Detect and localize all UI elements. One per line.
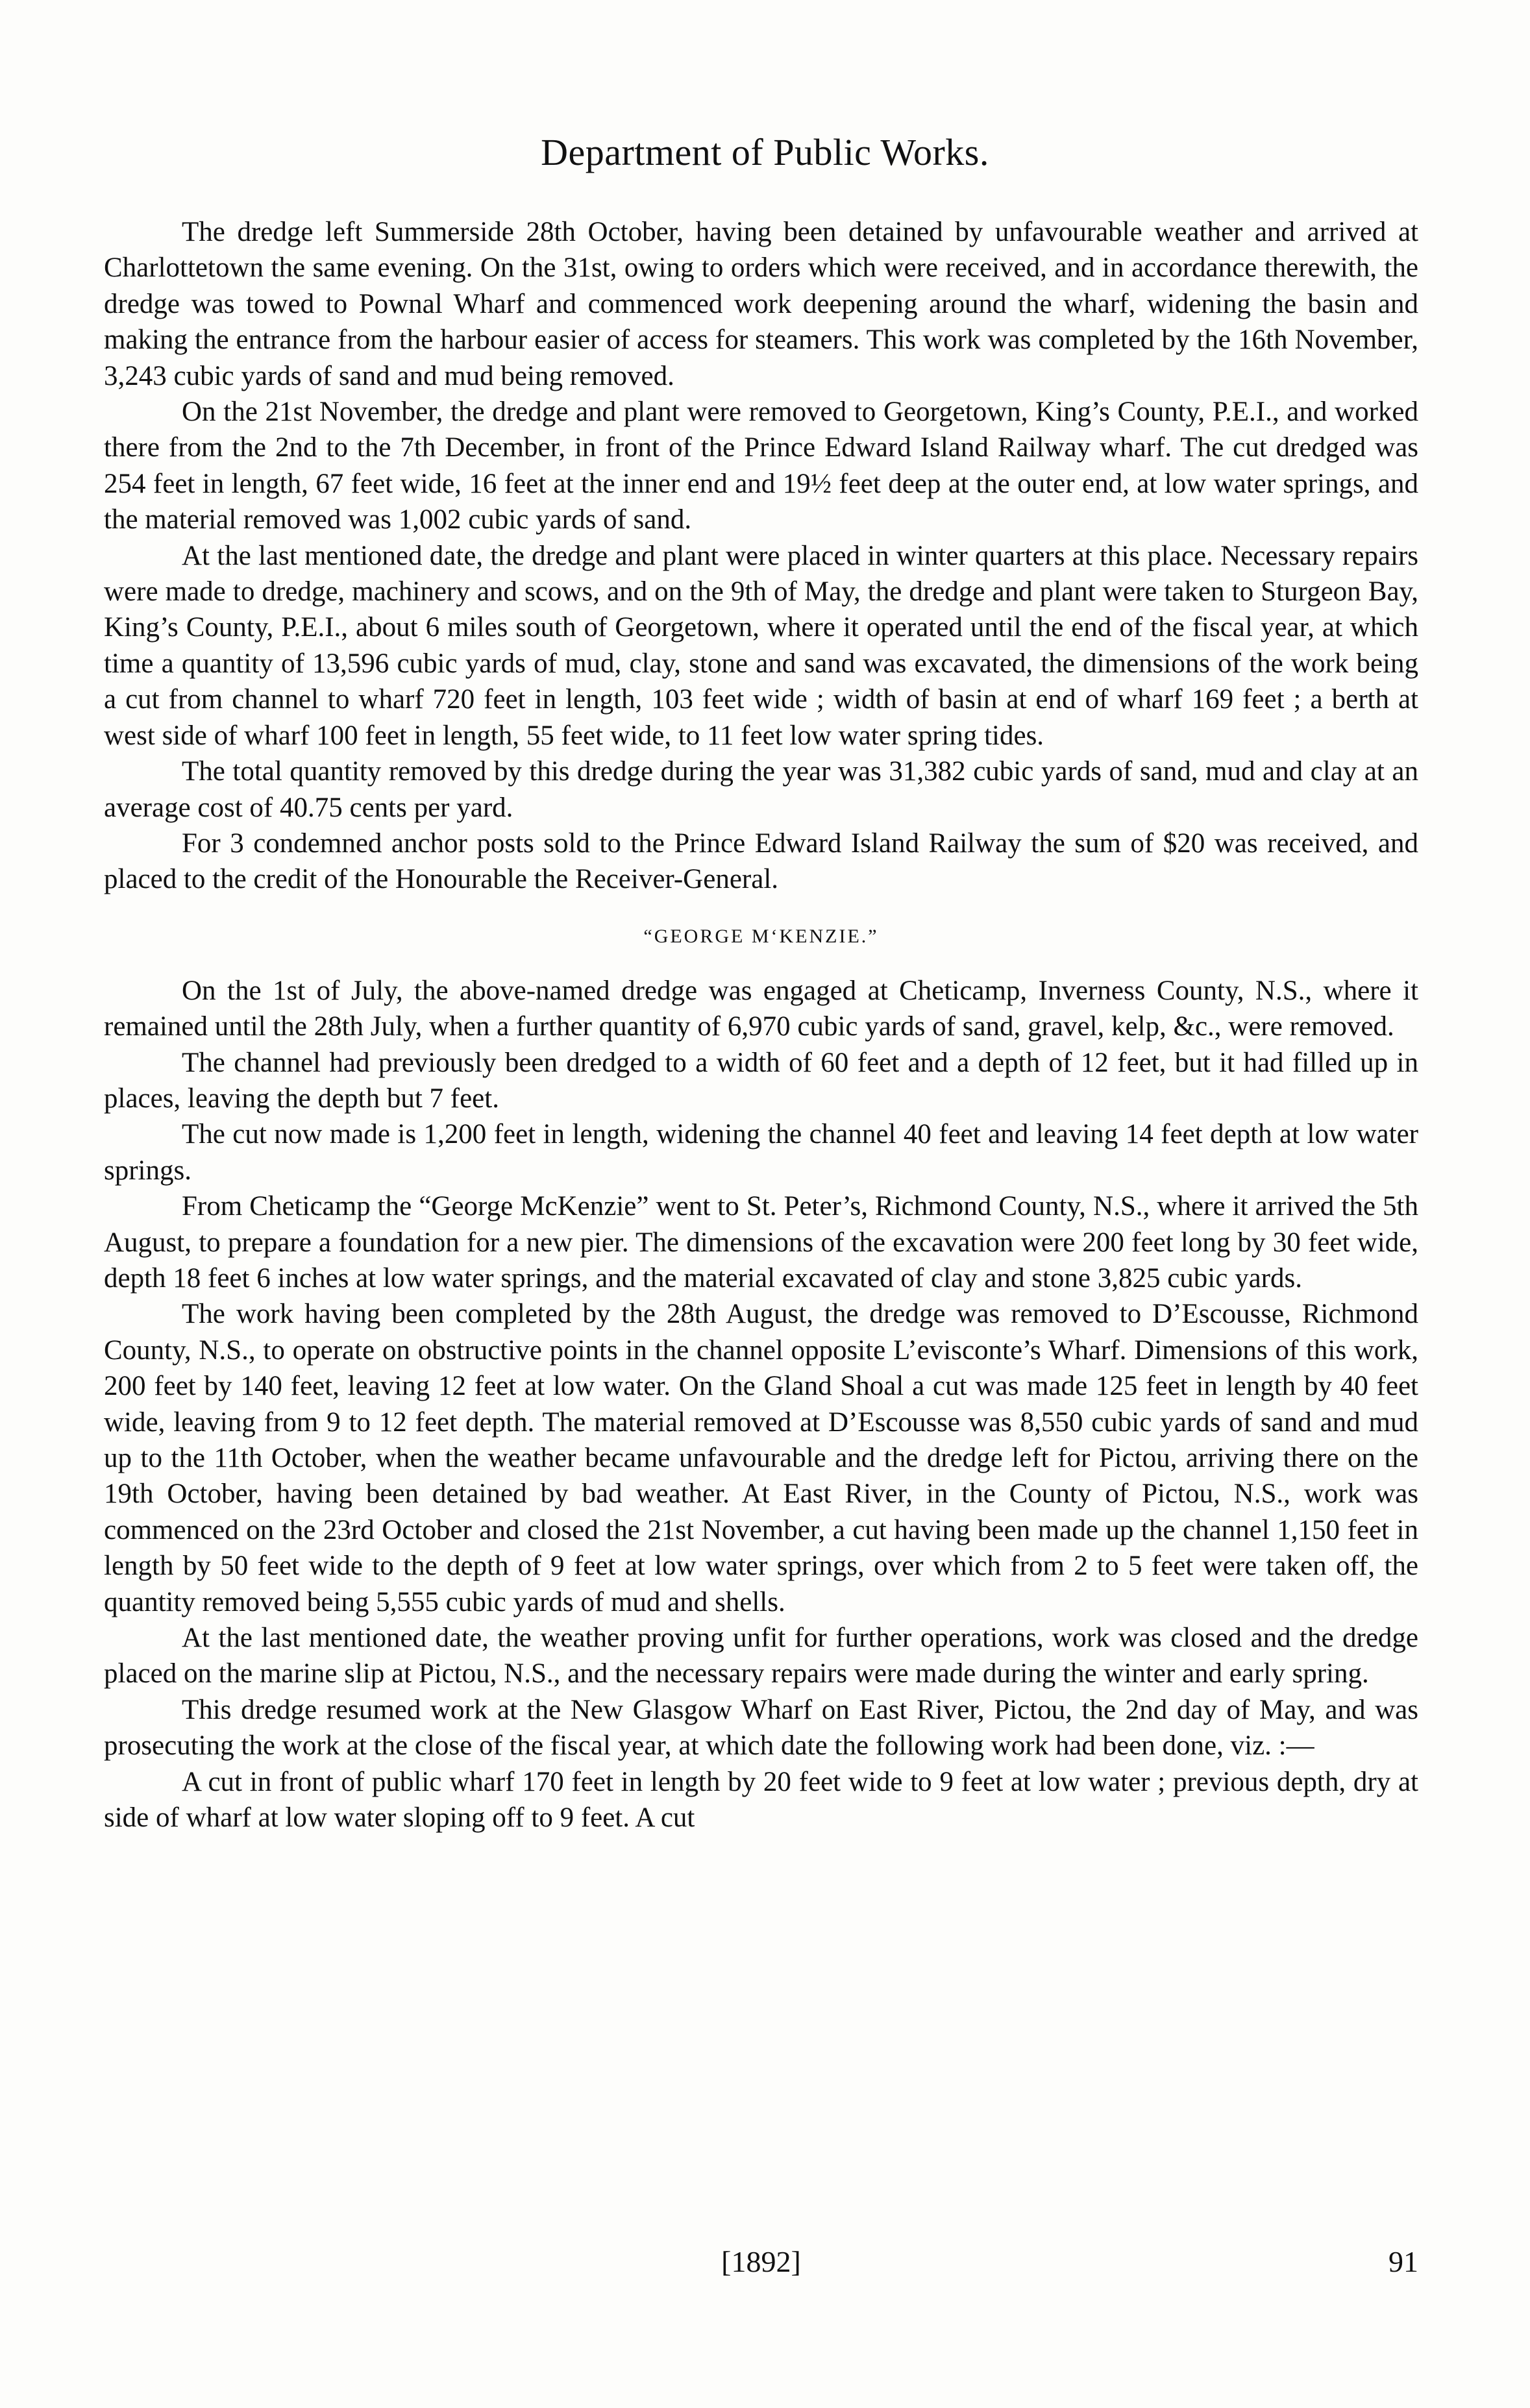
section-heading: “GEORGE M‘KENZIE.” bbox=[643, 925, 879, 947]
paragraph: At the last mentioned date, the dredge and plant were placed in winter quarters at this place. Necessary repairs were made to dredge, machinery and scows, and on the 9th of May, the dredge and plant were taken to Sturgeon Bay, King’s County, P.E.I., about 6 miles south of Georgetown, where it operated until the end of the fiscal year, at which time a quantity of 13,596 cubic yards of mud, clay, stone and sand was excavated, the dimensions of the work being a cut from channel to wharf 720 feet in length, 103 feet wide ; width of basin at end of wharf 169 feet ; a berth at west side of wharf 100 feet in length, 55 feet wide, to 11 feet low water spring tides. bbox=[104, 540, 1418, 751]
paragraph: For 3 condemned anchor posts sold to the Prince Edward Island Railway the sum of $20 was received, and placed to the credit of the Honourable the Receiver-General. bbox=[104, 828, 1418, 895]
body-text bbox=[104, 214, 1418, 1836]
paragraph: The channel had previously been dredged to a width of 60 feet and a depth of 12 feet, but it had filled up in places, leaving the depth but 7 feet. bbox=[104, 1047, 1418, 1114]
paragraph: On the 21st November, the dredge and plant were removed to Georgetown, King’s County, P.E.I., and worked there from the 2nd to the 7th December, in front of the Prince Edward Island Railway wharf. The cut dredged was 254 feet in length, 67 feet wide, 16 feet at the inner end and 19½ feet deep at the outer end, at low water springs, and the material removed was 1,002 cubic yards of sand. bbox=[104, 397, 1418, 535]
page-header: Department of Public Works. bbox=[541, 131, 989, 173]
page-footer bbox=[104, 2239, 1418, 2285]
paragraph: The cut now made is 1,200 feet in length, widening the channel 40 feet and leaving 14 feet depth at low water springs. bbox=[104, 1119, 1418, 1186]
footer-year: [1892] bbox=[721, 2245, 801, 2278]
paragraph: The work having been completed by the 28th August, the dredge was removed to D’Escousse, Richmond County, N.S., to operate on obstructive points in the channel opposite L’evisconte’s Wharf. Dimensions of this work, 200 feet by 140 feet, leaving 12 feet at low water. On the Gland Shoal a cut was made 125 feet in length by 40 feet wide, leaving from 9 to 12 feet depth. The material removed at D’Escousse was 8,550 cubic yards of sand and mud up to the 11th October, when the weather became unfavourable and the dredge left for Pictou, arriving there on the 19th October, having been detained by bad weather. At East River, in the County of Pictou, N.S., work was commenced on the 23rd October and closed the 21st November, a cut having been made up the channel 1,150 feet in length by 50 feet wide to the depth of 9 feet at low water springs, over which from 2 to 5 feet were taken off, the quantity removed being 5,555 cubic yards of mud and shells. bbox=[104, 1299, 1418, 1617]
paragraph: This dredge resumed work at the New Glasgow Wharf on East River, Pictou, the 2nd day of May, and was prosecuting the work at the close of the fiscal year, at which date the following work had been done, viz. :— bbox=[104, 1694, 1418, 1762]
paragraph: A cut in front of public wharf 170 feet in length by 20 feet wide to 9 feet at low water ; previous depth, dry at side of wharf at low water sloping off to 9 feet. A cut bbox=[104, 1766, 1418, 1834]
paragraph: From Cheticamp the “George McKenzie” went to St. Peter’s, Richmond County, N.S., where it arrived the 5th August, to prepare a foundation for a new pier. The dimensions of the excavation were 200 feet long by 30 feet wide, depth 18 feet 6 inches at low water springs, and the material excavated of clay and stone 3,825 cubic yards. bbox=[104, 1191, 1418, 1294]
paragraph: On the 1st of July, the above-named dredge was engaged at Cheticamp, Inverness County, N.S., where it remained until the 28th July, when a further quantity of 6,970 cubic yards of sand, gravel, kelp, &c., were removed. bbox=[104, 975, 1418, 1042]
paragraph: The total quantity removed by this dredge during the year was 31,382 cubic yards of sand, mud and clay at an average cost of 40.75 cents per yard. bbox=[104, 756, 1418, 823]
paragraph: At the last mentioned date, the weather proving unfit for further operations, work was closed and the dredge placed on the marine slip at Pictou, N.S., and the necessary repairs were made during the winter and early spring. bbox=[104, 1623, 1418, 1689]
paragraph: The dredge left Summerside 28th October, having been detained by unfavourable weather and arrived at Charlottetown the same evening. On the 31st, owing to orders which were received, and in accordance therewith, the dredge was towed to Pownal Wharf and commenced work deepening around the wharf, widening the basin and making the entrance from the harbour easier of access for steamers. This work was completed by the 16th November, 3,243 cubic yards of sand and mud being removed. bbox=[104, 217, 1418, 391]
page-number: 91 bbox=[1388, 2245, 1418, 2278]
